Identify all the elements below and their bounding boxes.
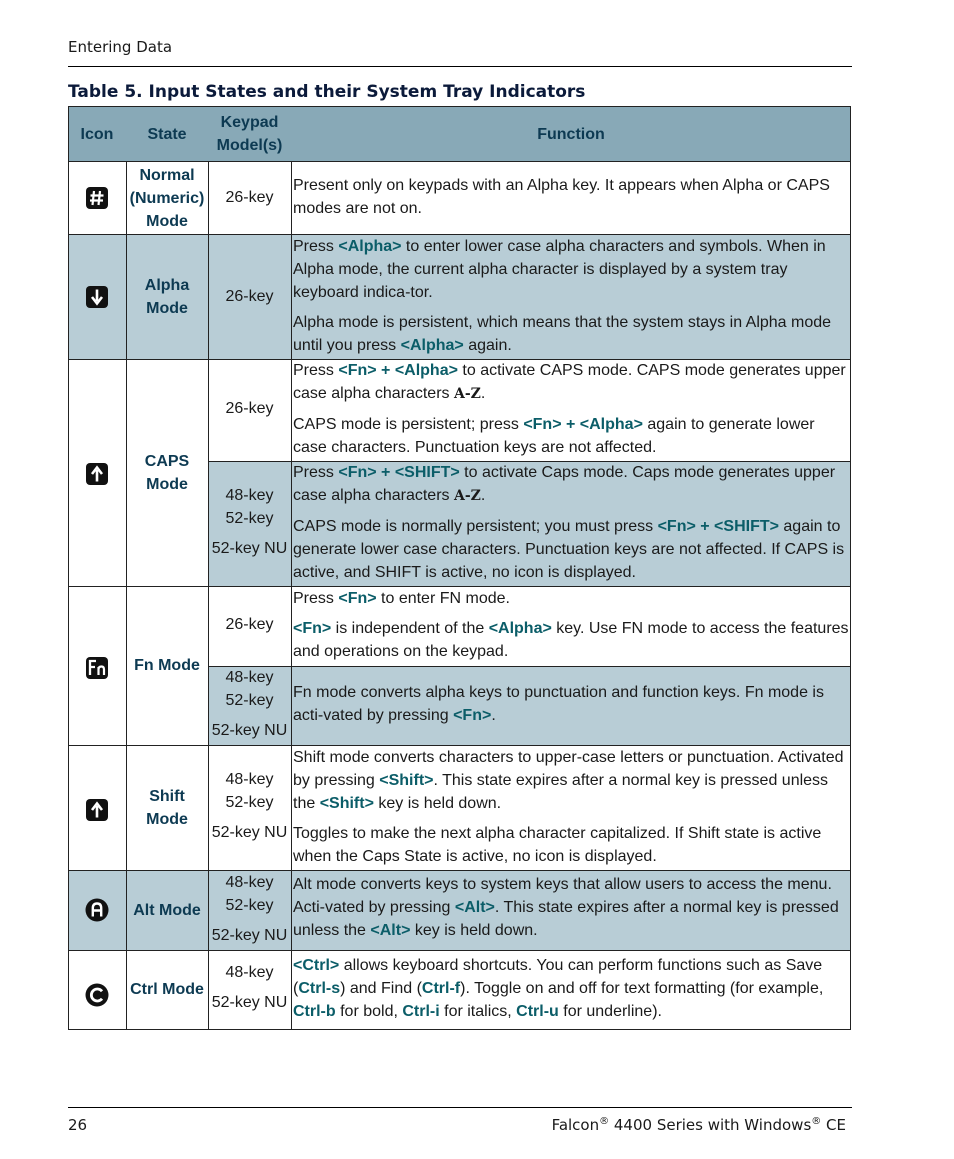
state-ctrl: Ctrl Mode	[130, 981, 204, 998]
function-fn-1: Press <Fn> to enter FN mode. <Fn> is independent of the <Alpha> key. Use FN mode to access the features and operations on the keypad.	[293, 590, 849, 660]
col-icon-header: Icon	[80, 125, 114, 143]
page-number: 26	[68, 1116, 88, 1134]
keypad-shift-c: 52-key NU	[211, 824, 288, 841]
header-rule	[68, 66, 852, 67]
alt-mode-icon	[85, 898, 109, 922]
numeric-mode-icon	[85, 186, 109, 210]
function-shift: Shift mode converts characters to upper-case letters or punctuation. Activated by pressing <Shift>. This state expires after a normal key is pressed unless the <Shift> key is held down. Toggles to make the next alpha character capitalized. If Shift state is active when the Caps State is active, no icon is displayed.	[293, 749, 844, 865]
col-function-header: Function	[537, 125, 605, 143]
keypad-alt-c: 52-key NU	[211, 927, 288, 944]
state-shift: Shift Mode	[146, 787, 188, 828]
function-alpha: Press <Alpha> to enter lower case alpha characters and symbols. When in Alpha mode, the current alpha character is displayed by a system tray keyboard indica-tor. Alpha mode is persistent, which means that the system stays in Alpha mode until you press <Alpha> again.	[293, 238, 832, 354]
state-caps: CAPS Mode	[144, 452, 190, 493]
function-alt: Alt mode converts keys to system keys that allow users to access the menu. Acti-vated by pressing <Alt>. This state expires after a normal key is pressed unless the <Alt> key is held down.	[293, 876, 839, 939]
keypad-ctrl-b: 52-key NU	[211, 994, 288, 1011]
function-normal: Present only on keypads with an Alpha key. It appears when Alpha or CAPS modes are not on.	[293, 177, 830, 217]
keypad-caps-1: 26-key	[225, 400, 274, 417]
state-normal: Normal (Numeric) Mode	[129, 166, 205, 230]
keypad-shift-a: 48-key	[225, 771, 274, 788]
table-title: Table 5. Input States and their System Tray Indicators	[68, 82, 586, 102]
footer-rule	[68, 1107, 852, 1108]
state-alpha: Alpha Mode	[144, 276, 190, 317]
keypad-fn-2b: 52-key	[225, 692, 274, 709]
keypad-ctrl-a: 48-key	[225, 964, 274, 981]
keypad-fn-1: 26-key	[225, 616, 274, 633]
fn-mode-icon	[85, 656, 109, 680]
ctrl-mode-icon	[85, 983, 109, 1007]
input-states-table	[68, 106, 852, 1030]
keypad-caps-2b: 52-key	[225, 510, 274, 527]
shift-mode-icon	[85, 798, 109, 822]
footer-title: Falcon® 4400 Series with Windows® CE	[551, 1116, 846, 1134]
function-ctrl: <Ctrl> allows keyboard shortcuts. You can perform functions such as Save (Ctrl-s) and Find (Ctrl-f). Toggle on and off for text formatting (for example, Ctrl-b for bold, Ctrl-i for italics, Ctrl-u for underline).	[293, 957, 824, 1020]
caps-mode-icon	[85, 462, 109, 486]
function-caps-1: Press <Fn> + <Alpha> to activate CAPS mode. CAPS mode generates upper case alpha characters A-Z. CAPS mode is persistent; press <Fn> + <Alpha> again to generate lower case characters. Punctuation keys are not affected.	[293, 362, 846, 456]
col-state-header: State	[147, 125, 187, 143]
function-caps-2: Press <Fn> + <SHIFT> to activate Caps mode. Caps mode generates upper case alpha characters A-Z. CAPS mode is normally persistent; you must press <Fn> + <SHIFT> again to generate lower case characters. Punctuation keys are not affected. If CAPS is active, and SHIFT is active, no icon is displayed.	[293, 464, 845, 581]
keypad-alt-a: 48-key	[225, 874, 274, 891]
keypad-fn-2a: 48-key	[225, 669, 274, 686]
running-header: Entering Data	[68, 38, 173, 56]
alpha-mode-icon	[85, 285, 109, 309]
function-fn-2: Fn mode converts alpha keys to punctuation and function keys. Fn mode is acti-vated by pressing <Fn>.	[293, 684, 824, 724]
keypad-caps-2a: 48-key	[225, 487, 274, 504]
keypad-shift-b: 52-key	[225, 794, 274, 811]
state-alt: Alt Mode	[133, 901, 201, 919]
state-fn: Fn Mode	[134, 657, 200, 674]
keypad-fn-2c: 52-key NU	[211, 722, 288, 739]
keypad-alt-b: 52-key	[225, 897, 274, 914]
keypad-caps-2c: 52-key NU	[211, 540, 288, 557]
col-keypad-header: Keypad Model(s)	[216, 114, 283, 154]
keypad-alpha: 26-key	[225, 288, 274, 305]
keypad-normal: 26-key	[225, 189, 274, 206]
